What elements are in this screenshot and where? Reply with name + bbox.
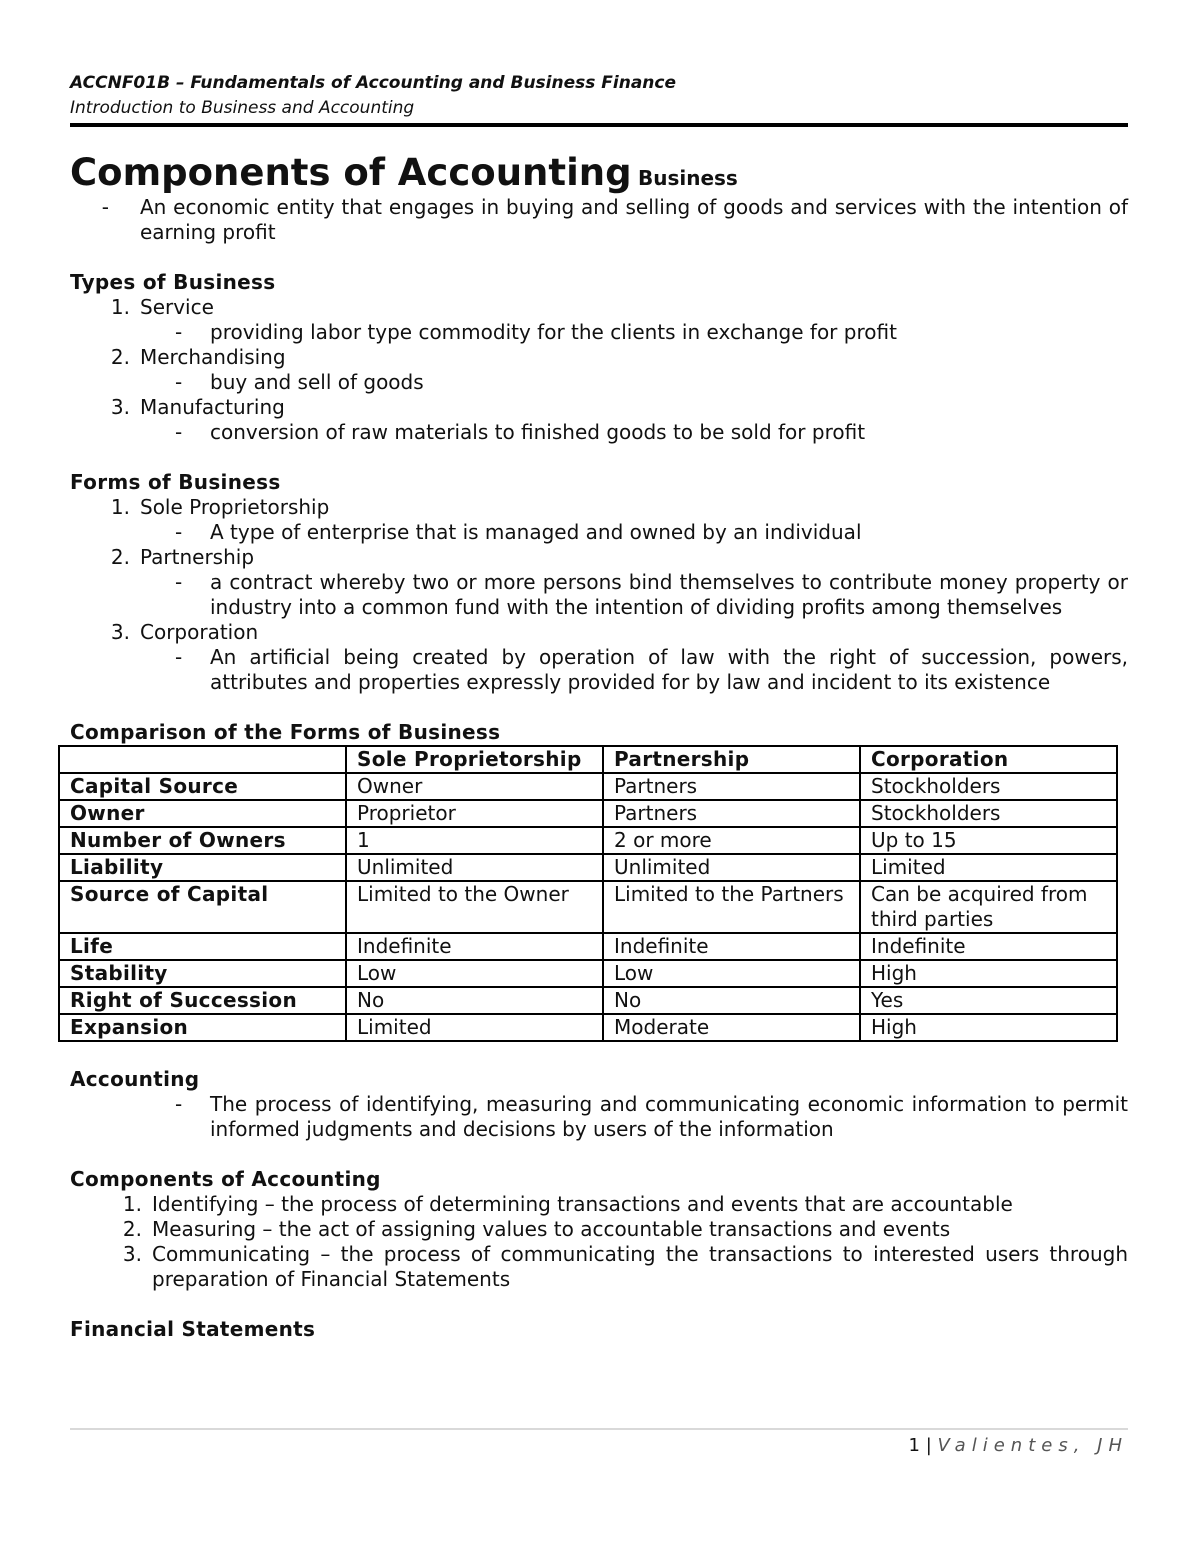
- page-footer: [70, 1434, 1128, 1458]
- list-item-desc: - An artificial being created by operation of law with the right of succession, powers, attributes and properties expressly provided for by law and incident to its existence: [175, 645, 1128, 694]
- table-header-cell: Sole Proprietorship: [346, 746, 603, 773]
- list-item: 2. Merchandising: [110, 345, 286, 369]
- comparison-heading: Comparison of the Forms of Business: [70, 720, 501, 744]
- list-item-desc: - A type of enterprise that is managed and owned by an individual: [175, 520, 862, 544]
- document-page: [70, 70, 1128, 1342]
- list-item-desc: - providing labor type commodity for the clients in exchange for profit: [175, 320, 897, 344]
- table-row: Expansion Limited Moderate High: [59, 1014, 1117, 1041]
- table-row: Life Indefinite Indefinite Indefinite: [59, 933, 1117, 960]
- accounting-heading: Accounting: [70, 1067, 200, 1091]
- table-row: Capital Source Owner Partners Stockholders: [59, 773, 1117, 800]
- table-row: Owner Proprietor Partners Stockholders: [59, 800, 1117, 827]
- list-item-desc: - buy and sell of goods: [175, 370, 424, 394]
- dash-marker: -: [70, 195, 110, 219]
- title-main: Components of Accounting: [70, 151, 632, 194]
- table-header-cell: Corporation: [860, 746, 1117, 773]
- list-item-desc: - conversion of raw materials to finished goods to be sold for profit: [175, 420, 866, 444]
- table-row: Right of Succession No No Yes: [59, 987, 1117, 1014]
- list-item: 2. Partnership: [110, 545, 255, 569]
- table-header-cell: Partnership: [603, 746, 860, 773]
- list-item: 1. Identifying – the process of determining transactions and events that are accountable: [122, 1192, 1013, 1216]
- header-rule: [70, 123, 1128, 127]
- page-title: [70, 151, 1128, 195]
- course-header: ACCNF01B – Fundamentals of Accounting and Business Finance: [70, 73, 677, 93]
- list-item-desc: - a contract whereby two or more persons bind themselves to contribute money property or industry into a common fund with the intention of dividing profits among themselves: [175, 570, 1128, 619]
- footer-author: Valientes, JH: [937, 1435, 1128, 1456]
- footer-separator: |: [925, 1435, 932, 1456]
- list-item: 2. Measuring – the act of assigning values to accountable transactions and events: [122, 1217, 951, 1241]
- list-item: 3. Communicating – the process of communicating the transactions to interested users through preparation of Financial Statements: [122, 1242, 1128, 1291]
- list-item: 3. Manufacturing: [110, 395, 285, 419]
- list-item: 1. Service: [110, 295, 214, 319]
- list-item: 3. Corporation: [110, 620, 259, 644]
- topic-header: Introduction to Business and Accounting: [70, 98, 415, 118]
- table-row: Source of Capital Limited to the Owner Limited to the Partners Can be acquired from third parties: [59, 881, 1117, 933]
- accounting-definition: - The process of identifying, measuring and communicating economic information to permit informed judgments and decisions by users of the information: [175, 1092, 1128, 1141]
- forms-heading: Forms of Business: [70, 470, 281, 494]
- list-item: 1. Sole Proprietorship: [110, 495, 330, 519]
- financial-heading: Financial Statements: [70, 1317, 316, 1341]
- title-business: Business: [637, 166, 738, 190]
- table-row: Number of Owners 1 2 or more Up to 15: [59, 827, 1117, 854]
- page-number: 1: [908, 1435, 920, 1456]
- comparison-table: [58, 745, 1118, 1042]
- types-heading: Types of Business: [70, 270, 276, 294]
- table-header-cell: [59, 746, 346, 773]
- footer-rule: [70, 1428, 1128, 1430]
- table-header-row: [59, 746, 1117, 773]
- table-row: Stability Low Low High: [59, 960, 1117, 987]
- components-heading: Components of Accounting: [70, 1167, 381, 1191]
- business-definition: - An economic entity that engages in buying and selling of goods and services with the intention of earning profit: [70, 195, 1128, 244]
- table-row: Liability Unlimited Unlimited Limited: [59, 854, 1117, 881]
